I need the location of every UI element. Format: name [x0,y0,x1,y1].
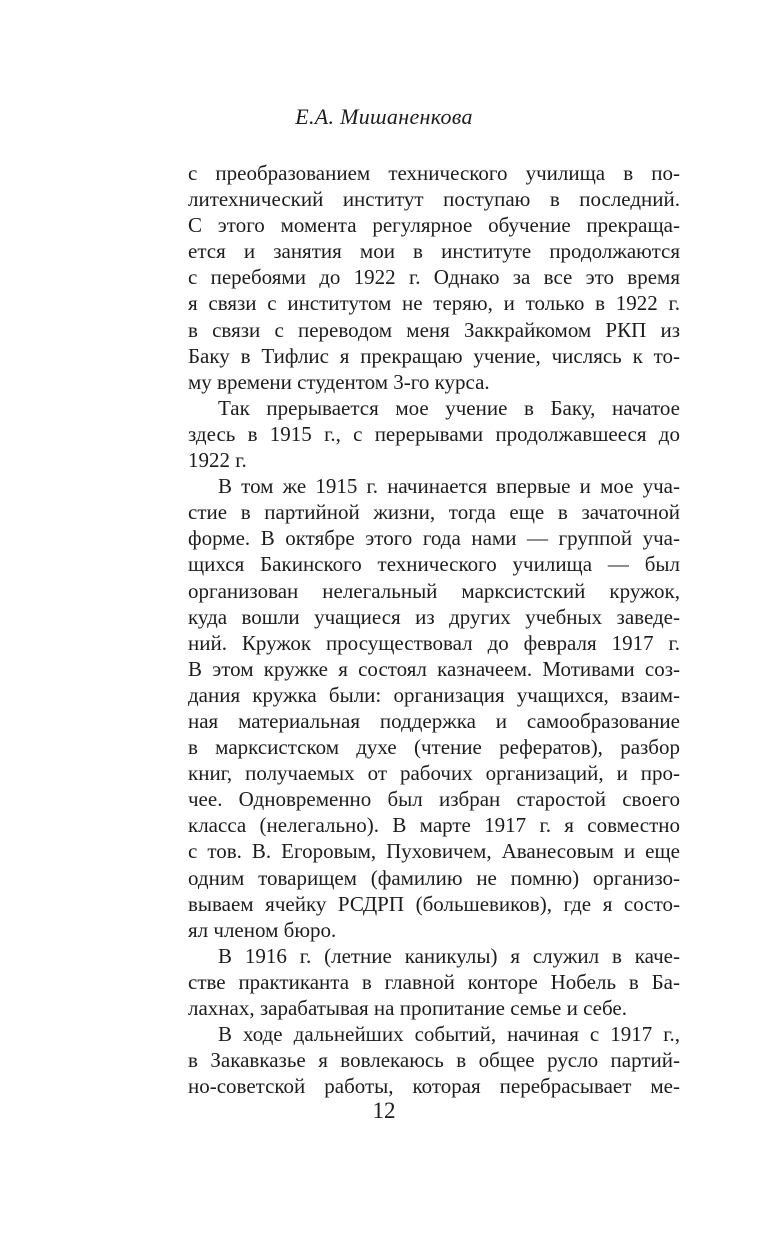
paragraph-end-line: лахнах, зарабатывая на пропитание семье и себе. [188,996,627,1020]
text-line: с перебоями до 1922 г. Однако за все это время [188,265,680,290]
text-line: в марксистском духе (чтение рефератов), разбор [188,735,680,760]
text-line: ется и занятия мои в институте продолжаются [188,239,680,264]
text-line: В этом кружке я состоял казначеем. Мотивами соз- [188,656,680,681]
text-line: здесь в 1915 г., с перерывами продолжавшееся до [188,421,680,446]
text-line: ний. Кружок просуществовал до февраля 1917 г. [188,630,680,655]
text-line: в связи с переводом меня Заккрайкомом РКП из [188,317,680,342]
paragraph-start-line: В ходе дальнейших событий, начиная с 1917 г., [218,1022,680,1047]
text-line: стве практиканта в главной конторе Нобель в Ба- [188,969,680,994]
page-number: 12 [372,1098,396,1123]
text-line: вываем ячейку РСДРП (большевиков), где я состо- [188,891,680,916]
text-line: форме. В октябре этого года нами — группой уча- [188,526,680,551]
text-line: Баку в Тифлис я прекращаю учение, числясь к то- [188,343,680,368]
text-line: куда вошли учащиеся из других учебных заведе- [188,604,680,629]
paragraph-start-line: В том же 1915 г. начинается впервые и мое уча- [218,474,680,499]
text-line: литехнический институт поступаю в последний. [188,187,680,212]
text-line: класса (нелегально). В марте 1917 г. я совместно [188,813,680,838]
paragraph-end-line: ял членом бюро. [188,917,337,942]
text-line: чее. Одновременно был избран старостой своего [188,787,680,812]
text-line: ная материальная поддержка и самообразование [188,708,680,733]
text-line: стие в партийной жизни, тогда еще в зачаточной [188,500,680,525]
text-line: но-советской работы, которая перебрасывает ме- [188,1074,680,1099]
text-line: с тов. В. Егоровым, Пуховичем, Аванесовым и еще [188,839,680,864]
text-line: с преобразованием технического училища в по- [188,161,680,185]
paragraph-start-line: Так прерывается мое учение в Баку, начатое [218,395,680,420]
text-line: одним товарищем (фамилию не помню) организо- [188,865,680,890]
text-line: книг, получаемых от рабочих организаций, и про- [188,761,680,786]
text-line: в Закавказье я вовлекаюсь в общее русло партий- [188,1048,680,1073]
text-line: я связи с институтом не теряю, и только в 1922 г. [188,291,680,316]
running-header: Е.А. Мишаненкова [295,104,473,129]
text-line: дания кружка были: организация учащихся, взаим- [188,682,680,707]
paragraph-end-line: 1922 г. [188,448,247,473]
page-body-text [188,160,680,1099]
text-line: организован нелегальный марксистский кружок, [188,578,680,603]
paragraph-end-line: му времени студентом 3-го курса. [188,369,490,394]
text-line: С этого момента регулярное обучение прекраща- [188,213,680,238]
text-line: щихся Бакинского технического училища — был [188,552,680,577]
paragraph-start-line: В 1916 г. (летние каникулы) я служил в каче- [218,943,680,968]
